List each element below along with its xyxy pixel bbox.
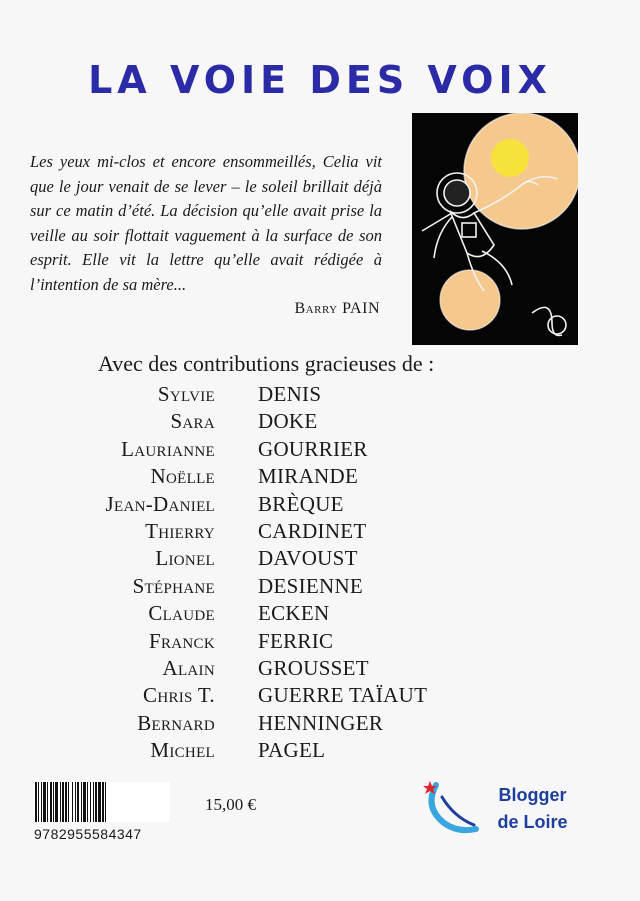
barcode-bar bbox=[98, 782, 101, 822]
barcode-bar bbox=[72, 782, 73, 822]
contributor-first-name: Jean-Daniel bbox=[105, 491, 215, 516]
barcode-bar bbox=[62, 782, 64, 822]
barcode-bar bbox=[53, 782, 54, 822]
contributor-last-name: DESIENNE bbox=[258, 573, 364, 598]
contributor-row bbox=[0, 629, 640, 656]
contributor-last-name: DENIS bbox=[258, 382, 322, 406]
contributor-first-name: Michel bbox=[150, 738, 215, 763]
barcode-bar bbox=[93, 782, 94, 822]
contributor-last-name: CARDINET bbox=[258, 518, 367, 543]
barcode-bar bbox=[41, 782, 42, 822]
contributor-last-name: FERRIC bbox=[258, 628, 334, 653]
barcode-bar bbox=[43, 782, 46, 822]
contributor-first-name: Sara bbox=[170, 409, 215, 434]
barcode-bar bbox=[90, 782, 91, 822]
contributor-row bbox=[0, 409, 640, 436]
contributor-row bbox=[0, 574, 640, 601]
contributor-row bbox=[0, 656, 640, 683]
contributor-first-name: Alain bbox=[162, 655, 215, 680]
price: 15,00 € bbox=[205, 795, 256, 814]
barcode-bar bbox=[60, 782, 61, 822]
contributor-last-name: GUERRE TAÏAUT bbox=[258, 683, 428, 708]
contributor-last-name: GROUSSET bbox=[258, 655, 369, 680]
contributor-row bbox=[0, 382, 640, 409]
barcode-bar bbox=[65, 782, 67, 822]
blogger-de-loire-logo bbox=[418, 777, 480, 839]
contributor-first-name: Sylvie bbox=[157, 382, 215, 406]
barcode-bar bbox=[102, 782, 104, 822]
barcode-bar bbox=[47, 782, 48, 822]
sun bbox=[491, 139, 529, 177]
contributor-last-name: HENNINGER bbox=[258, 710, 384, 735]
blogger-line-1: Blogger bbox=[498, 785, 567, 805]
contributor-row bbox=[0, 738, 640, 765]
contributor-row bbox=[0, 519, 640, 546]
contributor-first-name: Chris T. bbox=[143, 683, 215, 708]
contributor-row bbox=[0, 546, 640, 573]
contributors-heading: Avec des contributions gracieuses de : bbox=[98, 351, 435, 376]
contributor-last-name: DAVOUST bbox=[258, 546, 358, 571]
astronaut-illustration bbox=[412, 113, 578, 345]
contributor-row bbox=[0, 492, 640, 519]
barcode-bar bbox=[95, 782, 97, 822]
contributor-first-name: Franck bbox=[149, 628, 215, 653]
isbn-number: 9782955584347 bbox=[34, 826, 142, 842]
excerpt-text: Les yeux mi-clos et encore ensommeillés, Celia vit que le jour venait de se lever – le soleil brillait déjà sur ce matin d’été. La décision qu’elle avait prise la veille au soir flottait vaguement à la surface de son esprit. Elle vit la lettre qu’elle avait rédigée à l’intention de sa mère... bbox=[30, 152, 382, 294]
blogger-de-loire-label bbox=[485, 782, 580, 836]
barcode-bar bbox=[83, 782, 86, 822]
contributor-last-name: BRÈQUE bbox=[258, 491, 344, 516]
barcode-bar bbox=[35, 782, 37, 822]
contributor-first-name: Stéphane bbox=[132, 573, 215, 598]
contributor-first-name: Laurianne bbox=[121, 436, 215, 461]
barcode-icon bbox=[34, 782, 170, 822]
contributor-row bbox=[0, 437, 640, 464]
contributor-row bbox=[0, 464, 640, 491]
book-title: LA VOIE DES VOIX bbox=[88, 58, 552, 102]
contributor-first-name: Noëlle bbox=[150, 464, 215, 489]
barcode-bar bbox=[50, 782, 52, 822]
barcode-bar bbox=[55, 782, 58, 822]
barcode-bar bbox=[105, 782, 106, 822]
contributor-first-name: Thierry bbox=[145, 518, 215, 543]
barcode-bar bbox=[87, 782, 88, 822]
barcode-bar bbox=[75, 782, 76, 822]
contributor-first-name: Claude bbox=[148, 601, 215, 626]
contributor-last-name: DOKE bbox=[258, 409, 318, 434]
barcode-bar bbox=[81, 782, 82, 822]
contributor-last-name: ECKEN bbox=[258, 601, 330, 626]
contributor-last-name: MIRANDE bbox=[258, 464, 359, 489]
contributor-row bbox=[0, 683, 640, 710]
barcode-bar bbox=[38, 782, 39, 822]
contributor-row bbox=[0, 711, 640, 738]
contributor-row bbox=[0, 601, 640, 628]
contributor-last-name: GOURRIER bbox=[258, 436, 368, 461]
excerpt-author: Barry PAIN bbox=[294, 300, 380, 317]
contributor-first-name: Bernard bbox=[137, 710, 215, 735]
contributor-last-name: PAGEL bbox=[258, 738, 326, 763]
barcode-bar bbox=[68, 782, 69, 822]
contributors-list bbox=[0, 382, 640, 765]
barcode-bar bbox=[77, 782, 79, 822]
contributor-first-name: Lionel bbox=[155, 546, 215, 571]
blogger-line-2: de Loire bbox=[497, 812, 568, 832]
